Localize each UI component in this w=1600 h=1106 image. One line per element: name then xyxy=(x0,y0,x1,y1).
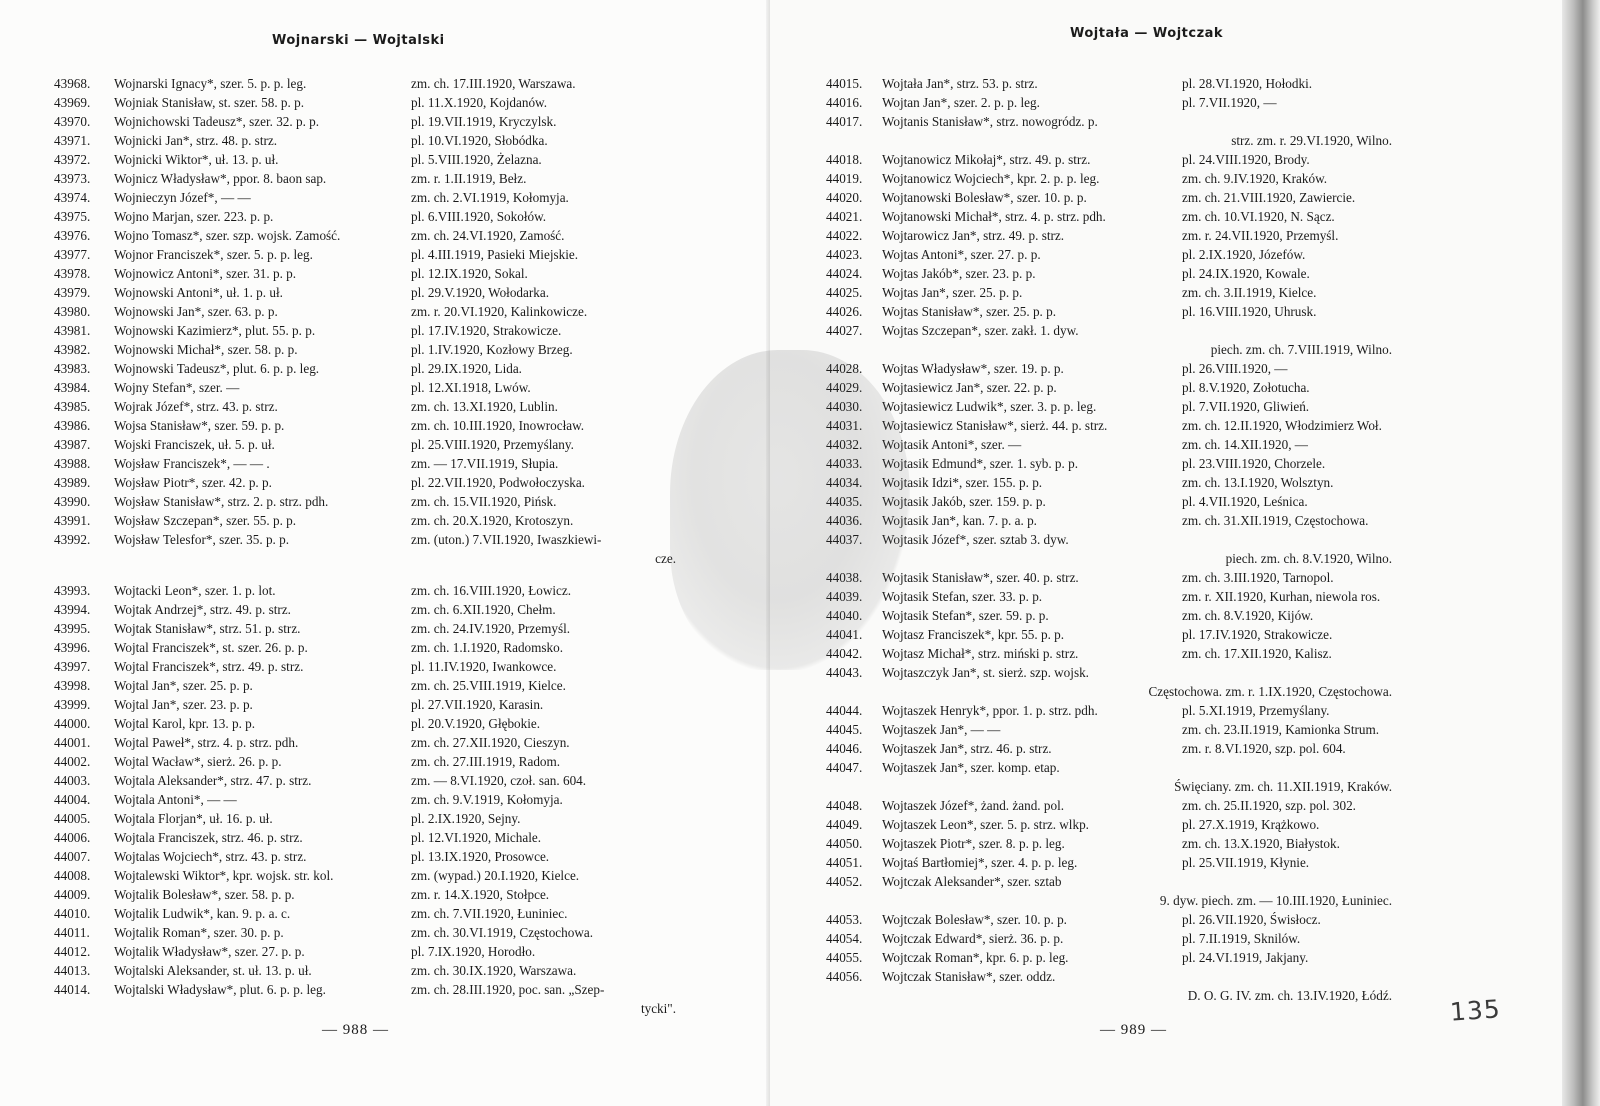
entry-name: Wojnowski Michał*, szer. 58. p. p. xyxy=(114,342,298,357)
entry-name: Wojtacki Leon*, szer. 1. p. lot. xyxy=(114,583,276,598)
entry-detail: zm. ch. 13.X.1920, Białystok. xyxy=(1182,836,1340,851)
entry-number: 44039. xyxy=(826,589,863,604)
entry-name: Wojski Franciszek, uł. 5. p. uł. xyxy=(114,437,275,452)
left-page xyxy=(0,0,770,1106)
entry-number: 43972. xyxy=(54,152,91,167)
entry-name: Wojtal Wacław*, sierż. 26. p. p. xyxy=(114,754,282,769)
entry-continuation: Częstochowa. zm. r. 1.IX.1920, Częstochowa. xyxy=(1148,684,1392,699)
entry-number: 44041. xyxy=(826,627,863,642)
entry-name: Wojnowski Tadeusz*, plut. 6. p. p. leg. xyxy=(114,361,320,376)
entry-number: 43978. xyxy=(54,266,91,281)
entry-number: 44002. xyxy=(54,754,91,769)
entry-number: 44056. xyxy=(826,969,863,984)
entry-number: 44049. xyxy=(826,817,863,832)
entry-number: 44003. xyxy=(54,773,91,788)
entry-name: Wojtasiewicz Stanisław*, sierż. 44. p. strz. xyxy=(882,418,1108,433)
entry-number: 43996. xyxy=(54,640,91,655)
entry-name: Wojtaszek Henryk*, ppor. 1. p. strz. pdh. xyxy=(882,703,1098,718)
entry-number: 44036. xyxy=(826,513,863,528)
entry-number: 44038. xyxy=(826,570,863,585)
entry-number: 44008. xyxy=(54,868,91,883)
entry-detail: zm. r. 24.VII.1920, Przemyśl. xyxy=(1182,228,1339,243)
entry-detail: pl. 16.VIII.1920, Uhrusk. xyxy=(1182,304,1317,319)
entry-name: Wojtanowicz Wojciech*, kpr. 2. p. p. leg. xyxy=(882,171,1100,186)
entry-number: 43983. xyxy=(54,361,91,376)
entry-name: Wojsław Stanisław*, strz. 2. p. strz. pdh. xyxy=(114,494,329,509)
entry-name: Wojrak Józef*, strz. 43. p. strz. xyxy=(114,399,278,414)
entry-name: Wojtanowski Michał*, strz. 4. p. strz. pdh. xyxy=(882,209,1106,224)
entry-number: 44004. xyxy=(54,792,91,807)
entry-detail: pl. 24.IX.1920, Kowale. xyxy=(1182,266,1310,281)
entry-detail: zm. ch. 28.III.1920, poc. san. „Szep- xyxy=(411,982,605,997)
entry-number: 44042. xyxy=(826,646,863,661)
entry-detail: zm. ch. 24.IV.1920, Przemyśl. xyxy=(411,621,571,636)
entry-detail: zm. — 8.VI.1920, czoł. san. 604. xyxy=(411,773,587,788)
entry-name: Wojtas Antoni*, szer. 27. p. p. xyxy=(882,247,1041,262)
entry-detail: zm. ch. 27.III.1919, Radom. xyxy=(411,754,561,769)
entry-name: Wojnicki Jan*, strz. 48. p. strz. xyxy=(114,133,278,148)
entry-name: Wojtasik Jan*, kan. 7. p. a. p. xyxy=(882,513,1037,528)
entry-number: 44048. xyxy=(826,798,863,813)
entry-name: Wojtalik Roman*, szer. 30. p. p. xyxy=(114,925,284,940)
entry-number: 44020. xyxy=(826,190,863,205)
entry-detail: zm. ch. 17.XII.1920, Kalisz. xyxy=(1182,646,1332,661)
entry-name: Wojniak Stanisław, st. szer. 58. p. p. xyxy=(114,95,305,110)
entry-name: Wojtasik Józef*, szer. sztab 3. dyw. xyxy=(882,532,1069,547)
entry-number: 44045. xyxy=(826,722,863,737)
entry-name: Wojtasz Franciszek*, kpr. 55. p. p. xyxy=(882,627,1065,642)
entry-name: Wojtasik Stanisław*, szer. 40. p. strz. xyxy=(882,570,1079,585)
entry-detail: zm. ch. 12.II.1920, Włodzimierz Woł. xyxy=(1182,418,1382,433)
entry-number: 44019. xyxy=(826,171,863,186)
entry-detail: zm. ch. 15.VII.1920, Pińsk. xyxy=(411,494,557,509)
entry-name: Wojtasik Edmund*, szer. 1. syb. p. p. xyxy=(882,456,1079,471)
entry-number: 44012. xyxy=(54,944,91,959)
entry-detail: pl. 5.VIII.1920, Żelazna. xyxy=(411,152,542,167)
entry-name: Wojtasz Michał*, strz. miński p. strz. xyxy=(882,646,1079,661)
entry-name: Wojnichowski Tadeusz*, szer. 32. p. p. xyxy=(114,114,320,129)
entry-number: 43981. xyxy=(54,323,91,338)
entry-detail: zm. ch. 8.V.1920, Kijów. xyxy=(1182,608,1314,623)
entry-detail: zm. ch. 2.VI.1919, Kołomyja. xyxy=(411,190,569,205)
entry-continuation: piech. zm. ch. 7.VIII.1919, Wilno. xyxy=(1210,342,1392,357)
entry-name: Wojtasiewicz Jan*, szer. 22. p. p. xyxy=(882,380,1057,395)
entry-number: 43986. xyxy=(54,418,91,433)
entry-number: 43993. xyxy=(54,583,91,598)
entry-detail: zm. (uton.) 7.VII.1920, Iwaszkiewi- xyxy=(411,532,602,547)
entry-number: 44032. xyxy=(826,437,863,452)
entry-number: 44031. xyxy=(826,418,863,433)
entry-detail: zm. (wypad.) 20.I.1920, Kielce. xyxy=(411,868,580,883)
entry-name: Wojsa Stanisław*, szer. 59. p. p. xyxy=(114,418,285,433)
entry-detail: zm. ch. 10.III.1920, Inowrocław. xyxy=(411,418,585,433)
entry-name: Wojsław Piotr*, szer. 42. p. p. xyxy=(114,475,272,490)
entry-detail: zm. ch. 30.VI.1919, Częstochowa. xyxy=(411,925,594,940)
entry-name: Wojtan Jan*, szer. 2. p. p. leg. xyxy=(882,95,1040,110)
entry-number: 44035. xyxy=(826,494,863,509)
entry-number: 44044. xyxy=(826,703,863,718)
entry-detail: pl. 28.VI.1920, Hołodki. xyxy=(1182,76,1313,91)
entry-number: 43970. xyxy=(54,114,91,129)
entry-detail: pl. 11.IV.1920, Iwankowce. xyxy=(411,659,557,674)
entry-number: 44010. xyxy=(54,906,91,921)
entry-name: Wojnicz Władysław*, ppor. 8. baon sap. xyxy=(114,171,327,186)
entry-continuation: strz. zm. r. 29.VI.1920, Wilno. xyxy=(1231,133,1392,148)
entry-name: Wojsław Szczepan*, szer. 55. p. p. xyxy=(114,513,297,528)
entry-number: 43974. xyxy=(54,190,91,205)
entry-detail: pl. 7.IX.1920, Horodło. xyxy=(411,944,536,959)
entry-name: Wojny Stefan*, szer. — xyxy=(114,380,240,395)
entry-name: Wojnowski Jan*, szer. 63. p. p. xyxy=(114,304,278,319)
entry-number: 43998. xyxy=(54,678,91,693)
entry-name: Wojtal Jan*, szer. 23. p. p. xyxy=(114,697,253,712)
entry-detail: pl. 23.VIII.1920, Chorzele. xyxy=(1182,456,1326,471)
entry-continuation: 9. dyw. piech. zm. — 10.III.1920, Łuniniec. xyxy=(1159,893,1392,908)
entry-name: Wojtas Jan*, szer. 25. p. p. xyxy=(882,285,1023,300)
entry-number: 44009. xyxy=(54,887,91,902)
entry-detail: pl. 12.VI.1920, Michale. xyxy=(411,830,542,845)
entry-number: 44027. xyxy=(826,323,863,338)
entry-name: Wojtalik Bolesław*, szer. 58. p. p. xyxy=(114,887,295,902)
entry-detail: pl. 7.II.1919, Sknilów. xyxy=(1182,931,1301,946)
right-folio: — 989 — xyxy=(1100,1022,1167,1038)
entry-detail: pl. 1.IV.1920, Kozłowy Brzeg. xyxy=(411,342,573,357)
entry-detail: pl. 26.VIII.1920, — xyxy=(1182,361,1288,376)
entry-number: 44023. xyxy=(826,247,863,262)
entry-name: Wojtala Florjan*, uł. 16. p. uł. xyxy=(114,811,273,826)
entry-detail: zm. ch. 24.VI.1920, Zamość. xyxy=(411,228,565,243)
entry-number: 44033. xyxy=(826,456,863,471)
right-running-head: Wojtała — Wojtczak xyxy=(1070,26,1224,41)
left-running-head: Wojnarski — Wojtalski xyxy=(272,33,445,48)
entry-number: 44006. xyxy=(54,830,91,845)
entry-name: Wojnor Franciszek*, szer. 5. p. p. leg. xyxy=(114,247,313,262)
entry-name: Wojtalski Aleksander, st. uł. 13. p. uł. xyxy=(114,963,312,978)
entry-continuation: Święciany. zm. ch. 11.XII.1919, Kraków. xyxy=(1174,779,1392,794)
entry-name: Wojtczak Edward*, sierż. 36. p. p. xyxy=(882,931,1064,946)
entry-number: 44000. xyxy=(54,716,91,731)
entry-number: 43991. xyxy=(54,513,91,528)
entry-number: 43989. xyxy=(54,475,91,490)
entry-number: 44025. xyxy=(826,285,863,300)
entry-number: 44001. xyxy=(54,735,91,750)
entry-name: Wojsław Franciszek*, — — . xyxy=(114,456,270,471)
entry-number: 43980. xyxy=(54,304,91,319)
entry-name: Wojnowski Antoni*, uł. 1. p. uł. xyxy=(114,285,283,300)
entry-number: 43976. xyxy=(54,228,91,243)
entry-number: 43985. xyxy=(54,399,91,414)
entry-continuation: piech. zm. ch. 8.V.1920, Wilno. xyxy=(1225,551,1392,566)
entry-name: Wojtaszek Leon*, szer. 5. p. strz. wlkp. xyxy=(882,817,1089,832)
entry-number: 44024. xyxy=(826,266,863,281)
entry-detail: zm. ch. 17.III.1920, Warszawa. xyxy=(411,76,576,91)
entry-number: 44047. xyxy=(826,760,863,775)
entry-detail: zm. ch. 30.IX.1920, Warszawa. xyxy=(411,963,577,978)
entry-detail: pl. 8.V.1920, Zołotucha. xyxy=(1182,380,1310,395)
entry-number: 44029. xyxy=(826,380,863,395)
entry-name: Wojtal Karol, kpr. 13. p. p. xyxy=(114,716,256,731)
entry-number: 44005. xyxy=(54,811,91,826)
entry-number: 44017. xyxy=(826,114,863,129)
entry-detail: pl. 19.VII.1919, Kryczylsk. xyxy=(411,114,557,129)
entry-detail: zm. ch. 3.II.1919, Kielce. xyxy=(1182,285,1317,300)
entry-number: 44054. xyxy=(826,931,863,946)
entry-name: Wojtas Władysław*, szer. 19. p. p. xyxy=(882,361,1064,376)
entry-detail: pl. 2.IX.1920, Sejny. xyxy=(411,811,521,826)
entry-name: Wojtak Andrzej*, strz. 49. p. strz. xyxy=(114,602,291,617)
entry-number: 43995. xyxy=(54,621,91,636)
entry-number: 43975. xyxy=(54,209,91,224)
entry-number: 43971. xyxy=(54,133,91,148)
entry-number: 43987. xyxy=(54,437,91,452)
entry-detail: zm. ch. 1.I.1920, Radomsko. xyxy=(411,640,564,655)
entry-detail: pl. 12.IX.1920, Sokal. xyxy=(411,266,528,281)
entry-name: Wojtaś Bartłomiej*, szer. 4. p. p. leg. xyxy=(882,855,1078,870)
entry-detail: zm. ch. 9.IV.1920, Kraków. xyxy=(1182,171,1328,186)
entry-detail: pl. 4.III.1919, Pasieki Miejskie. xyxy=(411,247,579,262)
entry-detail: pl. 2.IX.1920, Józefów. xyxy=(1182,247,1306,262)
entry-name: Wojsław Telesfor*, szer. 35. p. p. xyxy=(114,532,290,547)
entry-number: 43973. xyxy=(54,171,91,186)
entry-name: Wojtalik Władysław*, szer. 27. p. p. xyxy=(114,944,305,959)
entry-name: Wojtczak Bolesław*, szer. 10. p. p. xyxy=(882,912,1067,927)
entry-name: Wojtanowski Bolesław*, szer. 10. p. p. xyxy=(882,190,1087,205)
entry-detail: zm. ch. 3.III.1920, Tarnopol. xyxy=(1182,570,1334,585)
entry-number: 43979. xyxy=(54,285,91,300)
entry-number: 43999. xyxy=(54,697,91,712)
entry-detail: pl. 17.IV.1920, Strakowicze. xyxy=(411,323,562,338)
entry-number: 44007. xyxy=(54,849,91,864)
entry-detail: pl. 24.VIII.1920, Brody. xyxy=(1182,152,1310,167)
entry-name: Wojtasik Idzi*, szer. 155. p. p. xyxy=(882,475,1043,490)
page-edge-shadow xyxy=(1562,0,1600,1106)
entry-detail: pl. 26.VII.1920, Świsłocz. xyxy=(1182,912,1321,927)
entry-name: Wojtaszek Piotr*, szer. 8. p. p. leg. xyxy=(882,836,1065,851)
entry-name: Wojtas Stanisław*, szer. 25. p. p. xyxy=(882,304,1057,319)
entry-detail: zm. r. 1.II.1919, Bełz. xyxy=(411,171,527,186)
entry-detail: zm. ch. 27.XII.1920, Cieszyn. xyxy=(411,735,570,750)
entry-name: Wojtala Aleksander*, strz. 47. p. strz. xyxy=(114,773,312,788)
entry-detail: zm. ch. 23.II.1919, Kamionka Strum. xyxy=(1182,722,1380,737)
left-folio: — 988 — xyxy=(322,1022,389,1038)
entry-name: Wojno Marjan, szer. 223. p. p. xyxy=(114,209,274,224)
handwritten-note: 135 xyxy=(1449,994,1502,1027)
entry-number: 44015. xyxy=(826,76,863,91)
entry-name: Wojtczak Stanisław*, szer. oddz. xyxy=(882,969,1056,984)
entry-detail: pl. 29.IX.1920, Lida. xyxy=(411,361,522,376)
entry-name: Wojtas Szczepan*, szer. zakł. 1. dyw. xyxy=(882,323,1079,338)
entry-name: Wojtal Franciszek*, strz. 49. p. strz. xyxy=(114,659,304,674)
entry-detail: zm. r. 14.X.1920, Stołpce. xyxy=(411,887,550,902)
entry-number: 44018. xyxy=(826,152,863,167)
entry-detail: pl. 29.V.1920, Wołodarka. xyxy=(411,285,550,300)
entry-number: 44011. xyxy=(54,925,90,940)
entry-detail: zm. ch. 6.XII.1920, Chełm. xyxy=(411,602,556,617)
entry-number: 44026. xyxy=(826,304,863,319)
entry-detail: zm. ch. 14.XII.1920, — xyxy=(1182,437,1308,452)
entry-name: Wojtak Stanisław*, strz. 51. p. strz. xyxy=(114,621,301,636)
entry-detail: zm. ch. 13.XI.1920, Lublin. xyxy=(411,399,558,414)
entry-detail: pl. 27.VII.1920, Karasin. xyxy=(411,697,544,712)
entry-name: Wojtasiewicz Ludwik*, szer. 3. p. p. leg. xyxy=(882,399,1097,414)
entry-number: 44050. xyxy=(826,836,863,851)
entry-continuation: cze. xyxy=(655,551,676,566)
entry-number: 44051. xyxy=(826,855,863,870)
entry-name: Wojtaszczyk Jan*, st. sierż. szp. wojsk. xyxy=(882,665,1089,680)
entry-number: 43990. xyxy=(54,494,91,509)
entry-name: Wojtczak Aleksander*, szer. sztab xyxy=(882,874,1062,889)
entry-name: Wojtanowicz Mikołaj*, strz. 49. p. strz. xyxy=(882,152,1091,167)
entry-detail: pl. 5.XI.1919, Przemyślany. xyxy=(1182,703,1330,718)
entry-detail: zm. r. 8.VI.1920, szp. pol. 604. xyxy=(1182,741,1346,756)
entry-number: 44022. xyxy=(826,228,863,243)
entry-name: Wojnieczyn Józef*, — — xyxy=(114,190,251,205)
entry-detail: pl. 20.V.1920, Głębokie. xyxy=(411,716,541,731)
entry-name: Wojtalski Władysław*, plut. 6. p. p. leg. xyxy=(114,982,326,997)
entry-detail: zm. r. XII.1920, Kurhan, niewola ros. xyxy=(1182,589,1381,604)
right-page xyxy=(770,0,1600,1106)
entry-name: Wojtala Franciszek, strz. 46. p. strz. xyxy=(114,830,303,845)
entry-name: Wojtaszek Jan*, szer. komp. etap. xyxy=(882,760,1060,775)
entry-detail: zm. ch. 31.XII.1919, Częstochowa. xyxy=(1182,513,1369,528)
entry-name: Wojtal Paweł*, strz. 4. p. strz. pdh. xyxy=(114,735,299,750)
entry-detail: zm. ch. 21.VIII.1920, Zawiercie. xyxy=(1182,190,1356,205)
entry-name: Wojtal Jan*, szer. 25. p. p. xyxy=(114,678,253,693)
entry-number: 44034. xyxy=(826,475,863,490)
entry-detail: zm. ch. 20.X.1920, Krotoszyn. xyxy=(411,513,574,528)
entry-detail: zm. ch. 9.V.1919, Kołomyja. xyxy=(411,792,563,807)
entry-name: Wojtalik Ludwik*, kan. 9. p. a. c. xyxy=(114,906,291,921)
entry-number: 43988. xyxy=(54,456,91,471)
entry-name: Wojnowicz Antoni*, szer. 31. p. p. xyxy=(114,266,297,281)
entry-name: Wojtasik Antoni*, szer. — xyxy=(882,437,1022,452)
entry-detail: pl. 27.X.1919, Krążkowo. xyxy=(1182,817,1320,832)
entry-number: 44043. xyxy=(826,665,863,680)
entry-name: Wojtalas Wojciech*, strz. 43. p. strz. xyxy=(114,849,307,864)
entry-detail: pl. 13.IX.1920, Prosowce. xyxy=(411,849,550,864)
entry-detail: pl. 7.VII.1920, Gliwień. xyxy=(1182,399,1310,414)
entry-detail: zm. ch. 7.VII.1920, Łuniniec. xyxy=(411,906,568,921)
entry-detail: pl. 17.IV.1920, Strakowicze. xyxy=(1182,627,1333,642)
entry-continuation: tycki". xyxy=(640,1001,676,1016)
entry-number: 44055. xyxy=(826,950,863,965)
entry-number: 44021. xyxy=(826,209,863,224)
entry-detail: pl. 24.VI.1919, Jakjany. xyxy=(1182,950,1309,965)
entry-number: 44046. xyxy=(826,741,863,756)
entry-name: Wojtas Jakób*, szer. 23. p. p. xyxy=(882,266,1036,281)
entry-name: Wojtczak Roman*, kpr. 6. p. p. leg. xyxy=(882,950,1069,965)
entry-number: 43994. xyxy=(54,602,91,617)
entry-continuation: D. O. G. IV. zm. ch. 13.IV.1920, Łódź. xyxy=(1187,988,1392,1003)
entry-detail: zm. ch. 25.II.1920, szp. pol. 302. xyxy=(1182,798,1356,813)
entry-detail: pl. 11.X.1920, Kojdanów. xyxy=(411,95,548,110)
entry-name: Wojtasik Jakób, szer. 159. p. p. xyxy=(882,494,1046,509)
entry-name: Wojtaszek Jan*, strz. 46. p. strz. xyxy=(882,741,1052,756)
entry-detail: pl. 25.VII.1919, Kłynie. xyxy=(1182,855,1310,870)
entry-number: 44030. xyxy=(826,399,863,414)
entry-name: Wojtanis Stanisław*, strz. nowogródz. p. xyxy=(882,114,1098,129)
entry-number: 44016. xyxy=(826,95,863,110)
entry-name: Wojtalewski Wiktor*, kpr. wojsk. str. kol. xyxy=(114,868,334,883)
entry-number: 43969. xyxy=(54,95,91,110)
entry-name: Wojnicki Wiktor*, uł. 13. p. uł. xyxy=(114,152,279,167)
entry-number: 44037. xyxy=(826,532,863,547)
entry-name: Wojnarski Ignacy*, szer. 5. p. p. leg. xyxy=(114,76,307,91)
entry-detail: zm. ch. 10.VI.1920, N. Sącz. xyxy=(1182,209,1335,224)
entry-number: 44040. xyxy=(826,608,863,623)
entry-number: 43984. xyxy=(54,380,91,395)
entry-number: 43982. xyxy=(54,342,91,357)
entry-name: Wojtasik Stefan*, szer. 59. p. p. xyxy=(882,608,1049,623)
entry-name: Wojnowski Kazimierz*, plut. 55. p. p. xyxy=(114,323,316,338)
entry-detail: zm. r. 20.VI.1920, Kalinkowicze. xyxy=(411,304,588,319)
entry-name: Wojno Tomasz*, szer. szp. wojsk. Zamość. xyxy=(114,228,341,243)
entry-number: 43968. xyxy=(54,76,91,91)
entry-detail: pl. 22.VII.1920, Podwołoczyska. xyxy=(411,475,585,490)
entry-number: 43977. xyxy=(54,247,91,262)
entry-detail: pl. 10.VI.1920, Słobódka. xyxy=(411,133,548,148)
entry-number: 43997. xyxy=(54,659,91,674)
entry-number: 44013. xyxy=(54,963,91,978)
entry-number: 44052. xyxy=(826,874,863,889)
entry-detail: pl. 6.VIII.1920, Sokołów. xyxy=(411,209,547,224)
entry-detail: zm. — 17.VII.1919, Słupia. xyxy=(411,456,559,471)
entry-name: Wojtal Franciszek*, st. szer. 26. p. p. xyxy=(114,640,308,655)
entry-detail: zm. ch. 25.VIII.1919, Kielce. xyxy=(411,678,566,693)
entry-detail: pl. 4.VII.1920, Leśnica. xyxy=(1182,494,1308,509)
entry-detail: zm. ch. 13.I.1920, Wolsztyn. xyxy=(1182,475,1334,490)
entry-number: 44053. xyxy=(826,912,863,927)
entry-number: 44014. xyxy=(54,982,91,997)
entry-number: 44028. xyxy=(826,361,863,376)
entry-name: Wojtała Jan*, strz. 53. p. strz. xyxy=(882,76,1038,91)
entry-name: Wojtaszek Jan*, — — xyxy=(882,722,1001,737)
entry-detail: pl. 12.XI.1918, Lwów. xyxy=(411,380,531,395)
entry-detail: pl. 25.VIII.1920, Przemyślany. xyxy=(411,437,574,452)
entry-name: Wojtaszek Józef*, żand. żand. pol. xyxy=(882,798,1065,813)
entry-number: 43992. xyxy=(54,532,91,547)
entry-detail: zm. ch. 16.VIII.1920, Łowicz. xyxy=(411,583,572,598)
entry-name: Wojtala Antoni*, — — xyxy=(114,792,237,807)
entry-name: Wojtarowicz Jan*, strz. 49. p. strz. xyxy=(882,228,1065,243)
entry-detail: pl. 7.VII.1920, — xyxy=(1182,95,1277,110)
entry-name: Wojtasik Stefan, szer. 33. p. p. xyxy=(882,589,1043,604)
